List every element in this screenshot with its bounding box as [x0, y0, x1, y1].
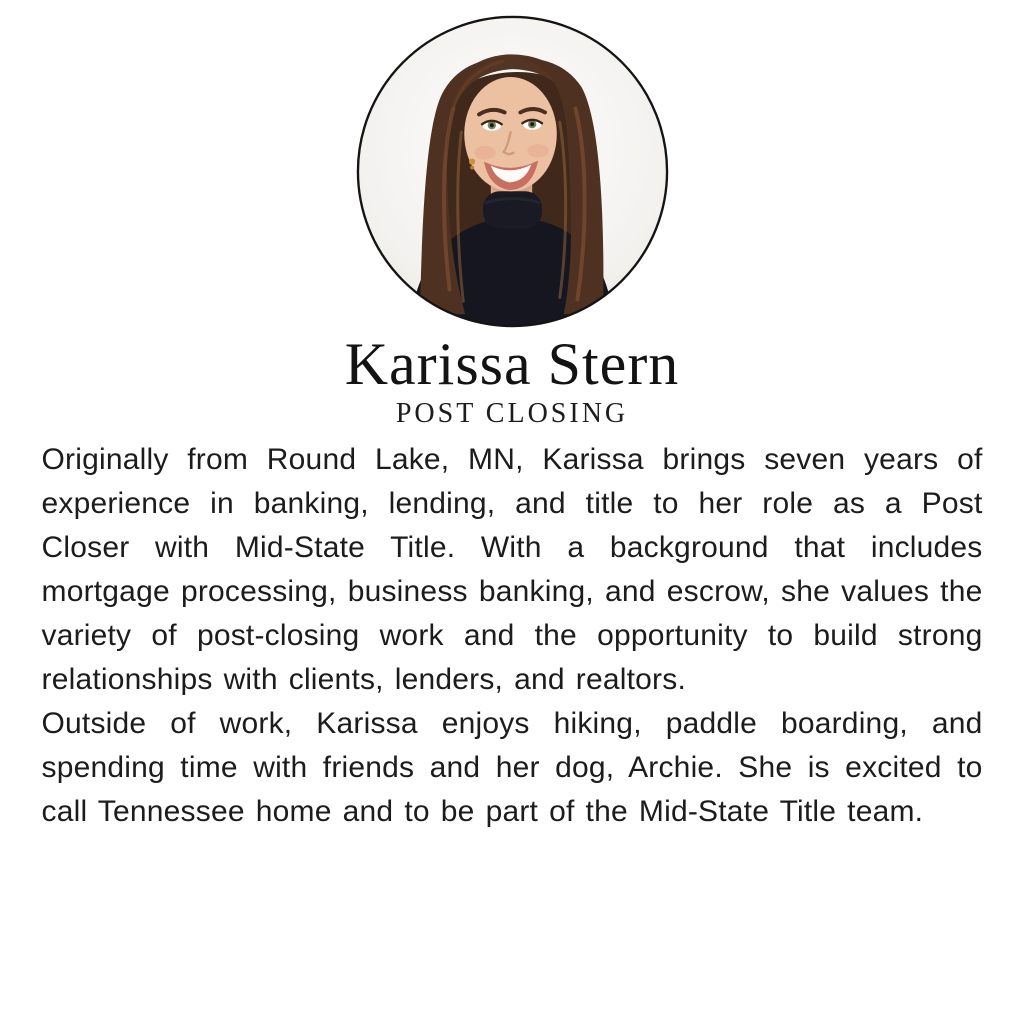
profile-photo [355, 14, 670, 329]
bio-paragraph-1: Originally from Round Lake, MN, Karissa brings seven years of experience in banking, lending, and title to her role as a Post Closer with Mid-State Title. With a background that includes mortgage processing, business banking, and escrow, she values the variety of post-closing work and the opportunity to build strong relationships with clients, lenders, and realtors. [41, 443, 983, 696]
profile-name: Karissa Stern [344, 331, 680, 397]
bio-paragraph-2: Outside of work, Karissa enjoys hiking, paddle boarding, and spending time with friends and her dog, Archie. She is excited to call Tennessee home and to be part of the Mid-State Title team. [41, 707, 983, 828]
portrait-illustration [355, 14, 670, 329]
profile-role: POST CLOSING [395, 398, 629, 429]
bio-text [42, 438, 983, 834]
